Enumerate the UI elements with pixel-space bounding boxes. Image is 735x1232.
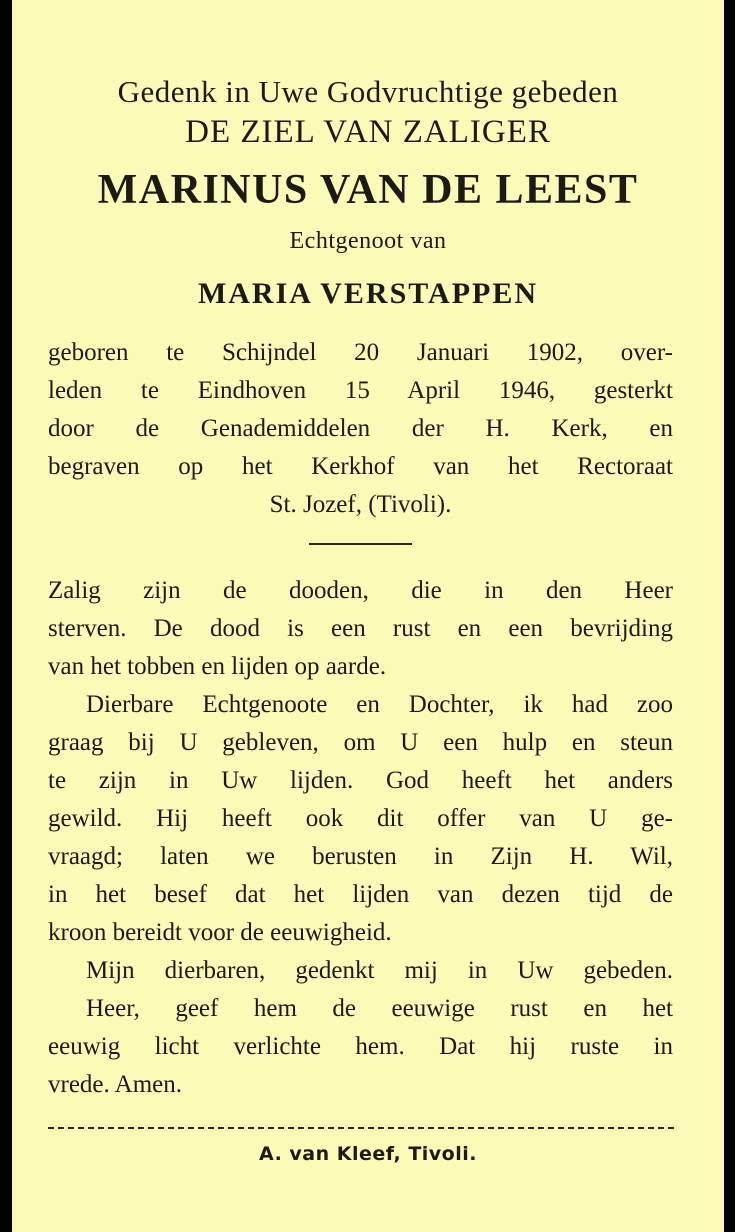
text-line: kroon bereidt voor de eeuwigheid. <box>48 919 392 946</box>
biography-line: begraven op het Kerkhof van het Rectoraat <box>48 453 673 480</box>
spouse-name: MARIA VERSTAPPEN <box>197 277 539 310</box>
memorial-text <box>48 572 673 1104</box>
biography-line: leden te Eindhoven 15 April 1946, gesterkt <box>48 377 673 404</box>
printer-credit: A. van Kleef, Tivoli. <box>259 1143 477 1165</box>
biography <box>48 334 673 524</box>
biography-line: geboren te Schijndel 20 Januari 1902, over- <box>48 339 673 366</box>
text-line: vrede. Amen. <box>48 1071 182 1098</box>
spouse-label: Echtgenoot van <box>289 228 447 254</box>
biography-line: door de Genademiddelen der H. Kerk, en <box>48 415 673 442</box>
divider-short <box>309 543 412 545</box>
soul-heading: DE ZIEL VAN ZALIGER <box>185 114 551 150</box>
text-line: van het tobben en lijden op aarde. <box>48 653 387 680</box>
text-line: Zalig zijn de dooden, die in den Heer <box>48 577 673 604</box>
text-line: Mijn dierbaren, gedenkt mij in Uw gebeden. <box>86 957 673 984</box>
text-line: te zijn in Uw lijden. God heeft het anders <box>48 767 673 794</box>
text-line: vraagd; laten we berusten in Zijn H. Wil, <box>48 843 673 870</box>
divider-long <box>48 1127 674 1129</box>
intro-line: Gedenk in Uwe Godvruchtige gebeden <box>117 74 619 109</box>
text-line: gewild. Hij heeft ook dit offer van U ge- <box>48 805 673 832</box>
text-line: Dierbare Echtgenoote en Dochter, ik had zoo <box>86 691 673 718</box>
memorial-card <box>12 0 724 1232</box>
text-line: eeuwig licht verlichte hem. Dat hij ruste in <box>48 1033 673 1060</box>
text-line: in het besef dat het lijden van dezen tijd de <box>48 881 673 908</box>
text-line: Heer, geef hem de eeuwige rust en het <box>86 995 673 1022</box>
text-line: graag bij U gebleven, om U een hulp en steun <box>48 729 673 756</box>
text-line: sterven. De dood is een rust en een bevrijding <box>48 615 673 642</box>
deceased-name: MARINUS VAN DE LEEST <box>97 167 639 213</box>
biography-line: St. Jozef, (Tivoli). <box>269 491 452 518</box>
